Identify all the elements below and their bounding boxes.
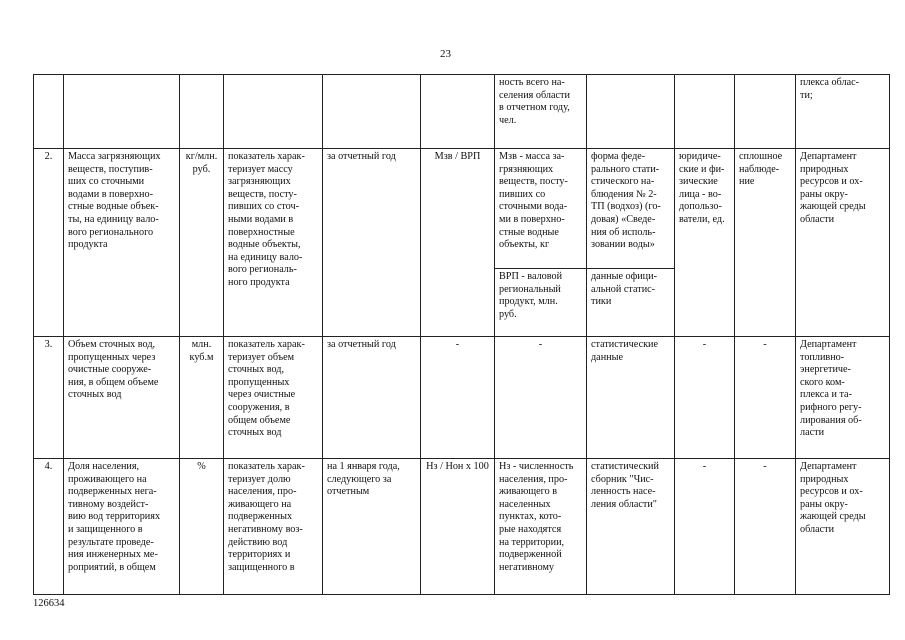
period: за отчетный год xyxy=(323,149,421,337)
formula: - xyxy=(421,337,495,459)
period: за отчетный год xyxy=(323,337,421,459)
respondents: - xyxy=(675,337,735,459)
formula: Мзв / ВРП xyxy=(421,149,495,337)
components: - xyxy=(495,337,587,459)
document-number: 126634 xyxy=(33,598,65,609)
definition xyxy=(224,75,323,149)
source xyxy=(587,75,675,149)
components: ность всего на- селения области в отчетном году, чел. xyxy=(495,75,587,149)
row-number xyxy=(34,75,64,149)
method: - xyxy=(735,459,796,595)
method: - xyxy=(735,337,796,459)
definition: показатель харак- теризует объем сточных вод, пропущенных через очистные сооружения, в общем объеме сточных вод xyxy=(224,337,323,459)
respondents: юридиче- ские и фи- зические лица - во- допользо- ватели, ед. xyxy=(675,149,735,337)
table-row xyxy=(34,337,890,459)
row-number: 2. xyxy=(34,149,64,337)
unit: млн. куб.м xyxy=(180,337,224,459)
responsible: Департамент природных ресурсов и ох- раны окру- жающей среды области xyxy=(796,149,890,337)
row-number: 4. xyxy=(34,459,64,595)
source: статистический сборник "Чис- ленность насе- ления области" xyxy=(587,459,675,595)
row-number: 3. xyxy=(34,337,64,459)
formula: Нз / Нон х 100 xyxy=(421,459,495,595)
responsible: Департамент природных ресурсов и ох- раны окру- жающей среды области xyxy=(796,459,890,595)
responsible: Департамент топливно- энергетиче- ского ком- плекса и та- рифного регу- лирования об- ласти xyxy=(796,337,890,459)
unit: кг/млн. руб. xyxy=(180,149,224,337)
source: статистические данные xyxy=(587,337,675,459)
indicator-name: Объем сточных вод, пропущенных через очистные сооруже- ния, в общем объеме сточных вод xyxy=(64,337,180,459)
period xyxy=(323,75,421,149)
table-row xyxy=(34,149,890,269)
respondents xyxy=(675,75,735,149)
method xyxy=(735,75,796,149)
page-number: 23 xyxy=(440,48,451,60)
source: форма феде- рального стати- стического на- блюдения № 2- ТП (водхоз) (го- довая) «Сведе- ния об исполь- зовании воды» xyxy=(587,149,675,269)
method: сплошное наблюде- ние xyxy=(735,149,796,337)
definition: показатель харак- теризует массу загрязняющих веществ, посту- пивших со сточ- ными водами в поверхностные водные объекты, на единицу вало- вого региональ- ного продукта xyxy=(224,149,323,337)
table-row xyxy=(34,75,890,149)
components: Нз - численность населения, про- живающего в населенных пунктах, кото- рые находятся на территории, подверженной негативному xyxy=(495,459,587,595)
components: Мзв - масса за- грязняющих веществ, посту- пивших со сточными вода- ми в поверхно- стные водные объекты, кг xyxy=(495,149,587,269)
responsible: плекса облас- ти; xyxy=(796,75,890,149)
period: на 1 января года, следующего за отчетным xyxy=(323,459,421,595)
components: ВРП - валовой региональный продукт, млн. руб. xyxy=(495,269,587,337)
table-row xyxy=(34,459,890,595)
indicator-name: Масса загрязняющих веществ, поступив- ших со сточными водами в поверхно- стные водные объек- ты, на единицу вало- вого регионального продукта xyxy=(64,149,180,337)
source: данные офици- альной статис- тики xyxy=(587,269,675,337)
indicator-name xyxy=(64,75,180,149)
indicators-table xyxy=(33,74,890,595)
unit: % xyxy=(180,459,224,595)
respondents: - xyxy=(675,459,735,595)
formula xyxy=(421,75,495,149)
unit xyxy=(180,75,224,149)
definition: показатель харак- теризует долю населения, про- живающего на подверженных негативному воз- действию вод территориях и защищенного в xyxy=(224,459,323,595)
indicator-name: Доля населения, проживающего на подверженных нега- тивному воздейст- вию вод территориях и защищенного в результате проведе- ния инженерных ме- роприятий, в общем xyxy=(64,459,180,595)
